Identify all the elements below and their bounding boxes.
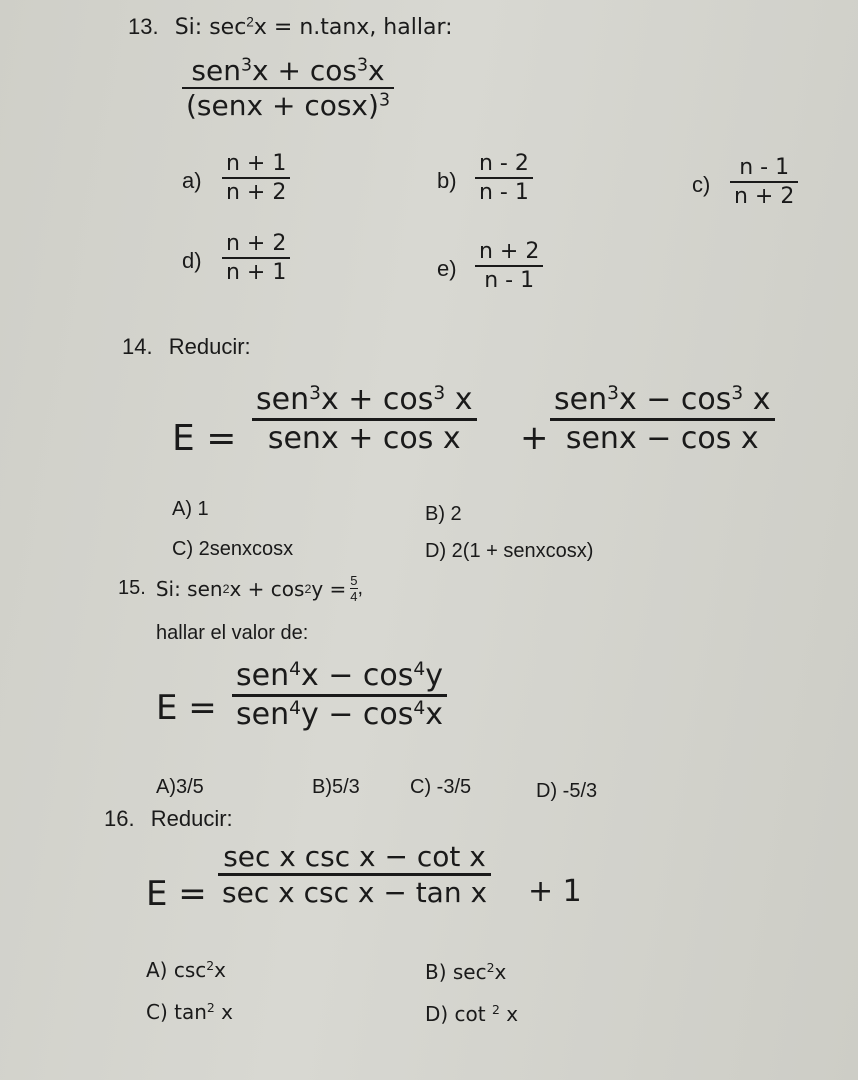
denominator: senx − cos x (565, 420, 759, 456)
problem-13-statement (128, 14, 453, 40)
problem-number: 13. (128, 14, 159, 39)
option-c-fraction: n - 1 n + 2 (730, 156, 798, 208)
numerator: $sen^3x - \cos^3 x$ (554, 382, 771, 417)
p14-fraction-2 (550, 384, 775, 454)
denominator: sec x csc x − tan x (222, 876, 488, 910)
numerator: sec x csc x − cot x (223, 840, 486, 873)
option-d-label: d) (182, 248, 202, 273)
p14-option-b: B) 2 (425, 503, 462, 525)
option-a-fraction: n + 1 n + 2 (222, 152, 290, 204)
statement-post: x = n.tanx, hallar: (253, 15, 453, 40)
problem-number: 15. (118, 577, 146, 599)
p16-option-a: A) $\csc^2x$ (146, 958, 226, 982)
p14-lhs: E = (172, 418, 237, 459)
problem-16-title (104, 806, 233, 832)
p15-option-a: A)3/5 (156, 776, 204, 798)
p16-lhs: E = (146, 874, 207, 914)
denominator: $sen^4y - \cos^4x$ (236, 696, 444, 732)
p14-fraction-1 (252, 384, 477, 454)
option-d-fraction: n + 2 n + 1 (222, 232, 290, 284)
p16-option-d: D) cot $^2$ x (425, 1002, 519, 1026)
p15-option-b: B)5/3 (312, 776, 360, 798)
problem-14-title (122, 334, 251, 360)
plus-one: + 1 (528, 874, 582, 909)
problem-number: 14. (122, 334, 153, 359)
denominator: senx + cos x (267, 420, 461, 456)
option-b-fraction: n - 2 n - 1 (475, 152, 533, 204)
p16-option-b: B) $\sec^2x$ (425, 960, 507, 984)
p15-fraction (232, 660, 447, 730)
p14-option-d: D) 2(1 + senxcosx) (425, 540, 594, 562)
five-fourths: 5 4 (350, 573, 358, 604)
p15-line2: hallar el valor de: (156, 622, 309, 644)
option-e-label: e) (437, 256, 457, 281)
option-a-label: a) (182, 168, 202, 193)
statement-pre: Si: sec (174, 15, 247, 40)
p15-option-d: D) -5/3 (536, 780, 598, 802)
problem-13-expression (182, 56, 394, 121)
problem-number: 16. (104, 806, 135, 831)
option-e-fraction: n + 2 n - 1 (475, 240, 543, 292)
p15-option-c: C) -3/5 (410, 776, 472, 798)
option-c-label: c) (692, 172, 711, 197)
problem-15-statement: 15. Si: sen 2 x + cos 2 y = 5 4 , (118, 573, 364, 604)
p16-option-c: C) $\tan^2 x$ (146, 1000, 233, 1024)
expr-denominator: (senx + cosx)$^3$ (186, 89, 390, 123)
p14-option-c: C) 2senxcosx (172, 538, 294, 560)
p14-option-a: A) 1 (172, 498, 209, 520)
p15-lhs: E = (156, 688, 217, 728)
p16-fraction (218, 842, 491, 908)
title-text: Reducir: (150, 806, 233, 831)
title-text: Reducir: (168, 334, 251, 359)
numerator: $sen^3x + \cos^3 x$ (256, 382, 473, 417)
numerator: $sen^4x - \cos^4y$ (236, 658, 444, 693)
plus-sign: + (520, 418, 549, 458)
exponent: 2 (246, 14, 254, 30)
expr-numerator: $sen^3x + \cos^3x$ (191, 54, 385, 87)
option-b-label: b) (437, 168, 457, 193)
